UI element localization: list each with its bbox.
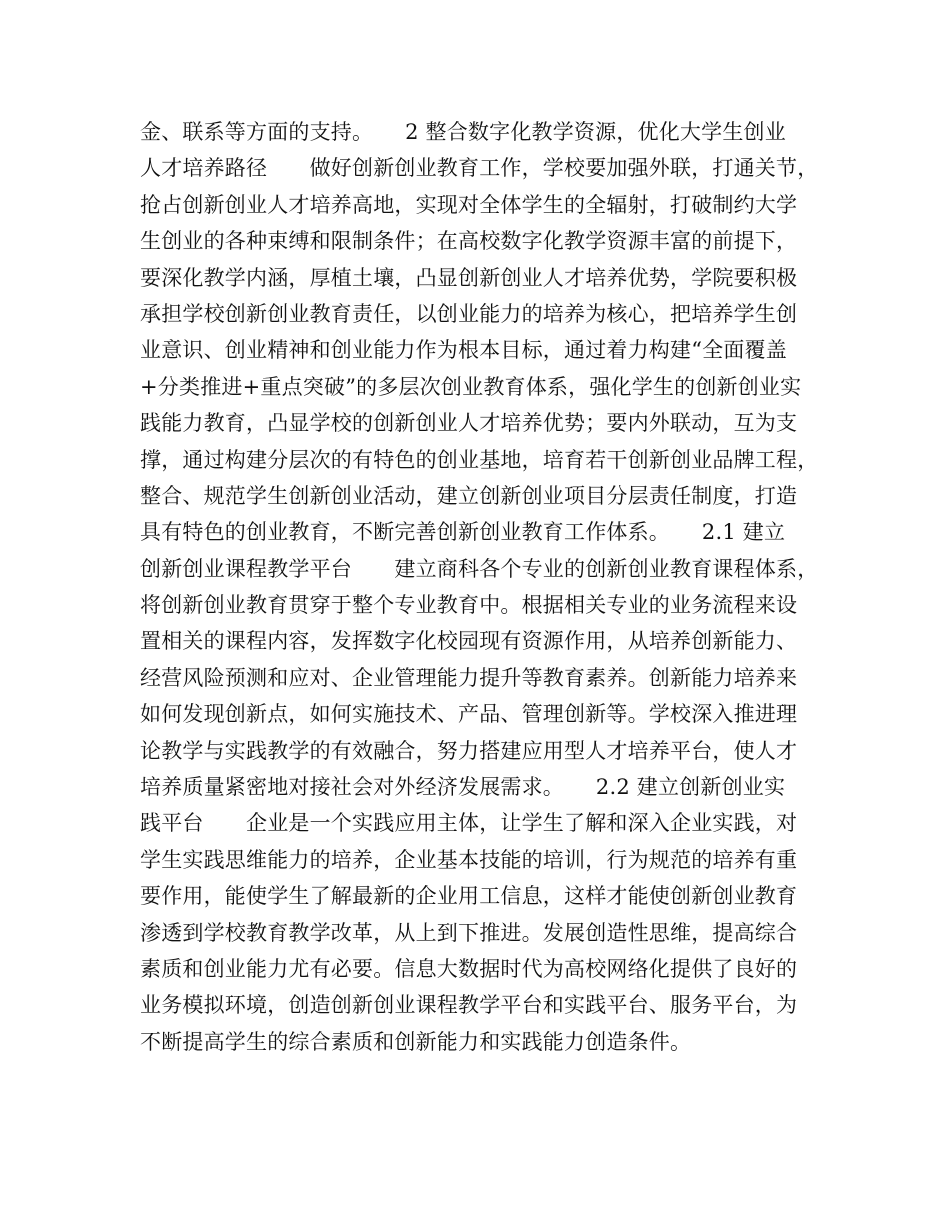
text-line: 整合、规范学生创新创业活动，建立创新创业项目分层责任制度，打造 — [140, 483, 798, 508]
text-line: 将创新创业教育贯穿于整个专业教育中。根据相关专业的业务流程来设 — [140, 593, 798, 618]
text-line: 具有特色的创业教育，不断完善创新创业教育工作体系。 2.1 建立 — [140, 520, 786, 545]
text-line: 不断提高学生的综合素质和创新能力和实践能力创造条件。 — [140, 1029, 692, 1054]
text-line: 金、联系等方面的支持。 2 整合数字化教学资源，优化大学生创业 — [140, 120, 786, 144]
text-line: 学生实践思维能力的培养，企业基本技能的培训，行为规范的培养有重 — [140, 847, 798, 872]
text-line: 人才培养路径 做好创新创业教育工作，学校要加强外联，打通关节， — [140, 156, 819, 181]
text-line: 生创业的各种束缚和限制条件；在高校数字化教学资源丰富的前提下， — [140, 229, 798, 254]
text-line: 践平台 企业是一个实践应用主体，让学生了解和深入企业实践，对 — [140, 811, 798, 836]
text-line: 置相关的课程内容，发挥数字化校园现有资源作用，从培养创新能力、 — [140, 629, 798, 654]
text-line: 撑，通过构建分层次的有特色的创业基地，培育若干创新创业品牌工程， — [140, 447, 819, 472]
text-line: 渗透到学校教育教学改革，从上到下推进。发展创造性思维，提高综合 — [140, 920, 798, 945]
text-line: 要作用，能使学生了解最新的企业用工信息，这样才能使创新创业教育 — [140, 884, 798, 909]
text-line: 要深化教学内涵，厚植土壤，凸显创新创业人才培养优势，学院要积极 — [140, 265, 798, 290]
text-line: 经营风险预测和应对、企业管理能力提升等教育素养。创新能力培养来 — [140, 665, 798, 690]
text-line: 承担学校创新创业教育责任，以创业能力的培养为核心，把培养学生创 — [140, 301, 798, 326]
text-line: 创新创业课程教学平台 建立商科各个专业的创新创业教育课程体系， — [140, 556, 819, 581]
body-text — [140, 114, 830, 1060]
text-line: 素质和创业能力尤有必要。信息大数据时代为高校网络化提供了良好的 — [140, 956, 798, 981]
text-line: 业务模拟环境，创造创新创业课程教学平台和实践平台、服务平台，为 — [140, 993, 798, 1018]
text-line: 践能力教育，凸显学校的创新创业人才培养优势；要内外联动，互为支 — [140, 411, 798, 436]
text-line: 培养质量紧密地对接社会对外经济发展需求。 2.2 建立创新创业实 — [140, 775, 786, 800]
text-line: 论教学与实践教学的有效融合，努力搭建应用型人才培养平台，使人才 — [140, 738, 798, 763]
text-line: 业意识、创业精神和创业能力作为根本目标，通过着力构建“全面覆盖 — [140, 338, 787, 363]
text-line: +分类推进+重点突破”的多层次创业教育体系，强化学生的创新创业实 — [140, 374, 802, 399]
text-line: 抢占创新创业人才培养高地，实现对全体学生的全辐射，打破制约大学 — [140, 192, 798, 217]
text-line: 如何发现创新点，如何实施技术、产品、管理创新等。学校深入推进理 — [140, 702, 798, 727]
